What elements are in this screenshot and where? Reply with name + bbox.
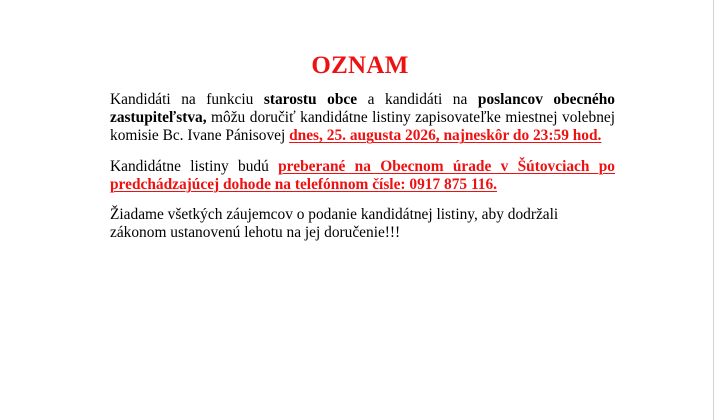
text-segment: Kandidáti na funkciu xyxy=(110,91,264,108)
office-phone-highlight: preberané na Obecnom úrade v Šútovciach po predchádzajúcej dohode na telefónnom čísle: 0917 875 116. xyxy=(110,157,615,193)
text-segment: môžu doručiť kandidátne listiny zapisovateľke miestnej volebnej komisie Bc. Ivane Pánisovej xyxy=(110,109,615,145)
notice-body xyxy=(110,91,615,254)
deadline-highlight: dnes, 25. augusta 2026, najneskôr do 23:59 hod. xyxy=(289,127,602,145)
request-line-2: zákonom ustanovenú lehotu na jej doručenie!!! xyxy=(110,224,401,242)
paragraph-candidates xyxy=(110,91,615,146)
text-segment: Kandidátne listiny budú xyxy=(110,157,279,175)
paragraph-request xyxy=(110,206,615,242)
text-segment: a kandidáti na xyxy=(357,91,478,108)
bold-councillors: poslancov obecného zastupiteľstva, xyxy=(110,91,615,127)
request-line-1: Žiadame všetkých záujemcov o podanie kandidátnej listiny, aby dodržali xyxy=(110,206,559,224)
bold-mayor: starostu obce xyxy=(263,91,358,108)
paragraph-submission xyxy=(110,158,615,194)
notice-title: OZNAM xyxy=(311,52,409,79)
